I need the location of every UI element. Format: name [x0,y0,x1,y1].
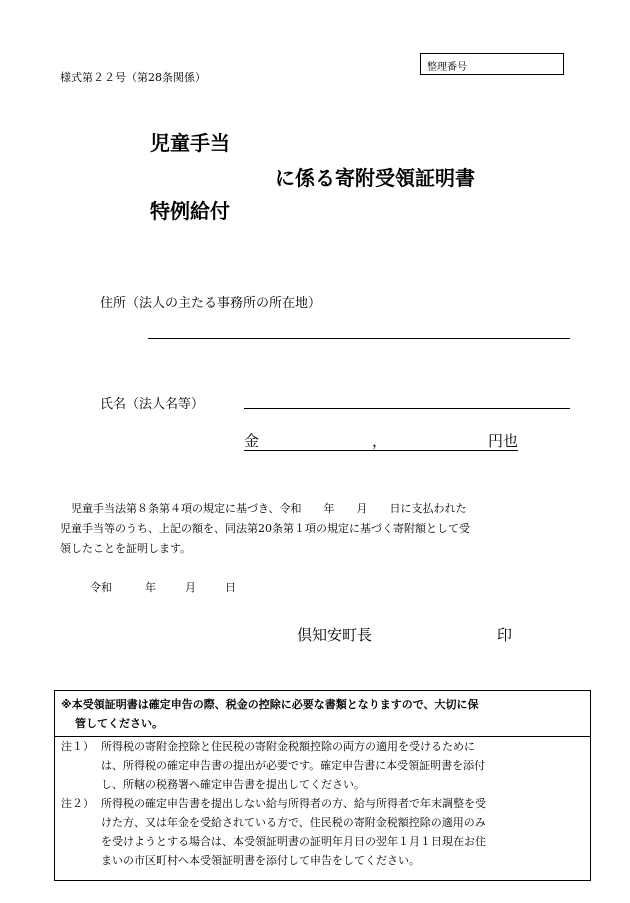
amount-separator: ， [372,432,388,450]
amount-prefix: 金 [244,432,260,450]
notice-line-1: ※本受領証明書は確定申告の際、税金の控除に必要な書類となりますので、大切に保 [61,698,479,711]
date-year: 年 [145,581,156,594]
note-line: 所得税の確定申告書を提出しない給与所得者の方、給与所得者で年末調整を受 [101,797,486,810]
note-line: し、所轄の税務署へ確定申告書を提出してください。 [101,778,365,791]
amount-suffix: 円也 [487,432,518,450]
seal-mark: 印 [497,626,513,644]
note-line: を受けようとする場合は、本受領証明書の証明年月日の翌年１月１日現在お住 [101,835,486,848]
statement-line-2: 児童手当等のうち、上記の額を、同法第20条第１項の規定に基づく寄附額として受 [60,522,470,535]
address-field-line[interactable] [148,338,570,339]
title-line-special-benefit: 特例給付 [150,199,230,223]
issue-date [90,579,236,595]
reference-number-label: 整理番号 [427,62,467,73]
issuer-mayor: 倶知安町長 [297,626,373,644]
note-1 [55,737,590,794]
amount-field[interactable] [244,430,518,451]
note-number: 注２） [61,797,94,810]
notes-box [54,690,591,881]
date-era: 令和 [90,581,112,594]
date-month: 月 [185,581,196,594]
certification-statement [60,499,590,559]
statement-line-3: 領したことを証明します。 [60,542,192,555]
important-notice [55,691,590,737]
note-2 [55,794,590,870]
date-day: 日 [225,581,236,594]
note-number: 注１） [61,740,94,753]
note-line: まいの市区町村へ本受領証明書を添付して申告をしてください。 [101,854,420,867]
note-line: は、所得税の確定申告書の提出が必要です。確定申告書に本受領証明書を添付 [101,759,486,772]
name-label: 氏名（法人名等） [100,397,205,412]
notice-line-2: 管してください。 [75,717,163,730]
name-field-line[interactable] [244,408,570,409]
address-label: 住所（法人の主たる事務所の所在地） [100,296,322,311]
statement-line-1: 児童手当法第８条第４項の規定に基づき、令和 年 月 日に支払われた [71,502,467,515]
form-number: 様式第２２号（第28条関係） [60,71,206,84]
document-title: に係る寄附受領証明書 [275,166,475,190]
note-line: 所得税の寄附金控除と住民税の寄附金税額控除の両方の適用を受けるために [101,740,475,753]
title-line-child-allowance: 児童手当 [150,131,230,155]
note-line: けた方、又は年金を受給されている方で、住民税の寄附金税額控除の適用のみ [101,816,486,829]
